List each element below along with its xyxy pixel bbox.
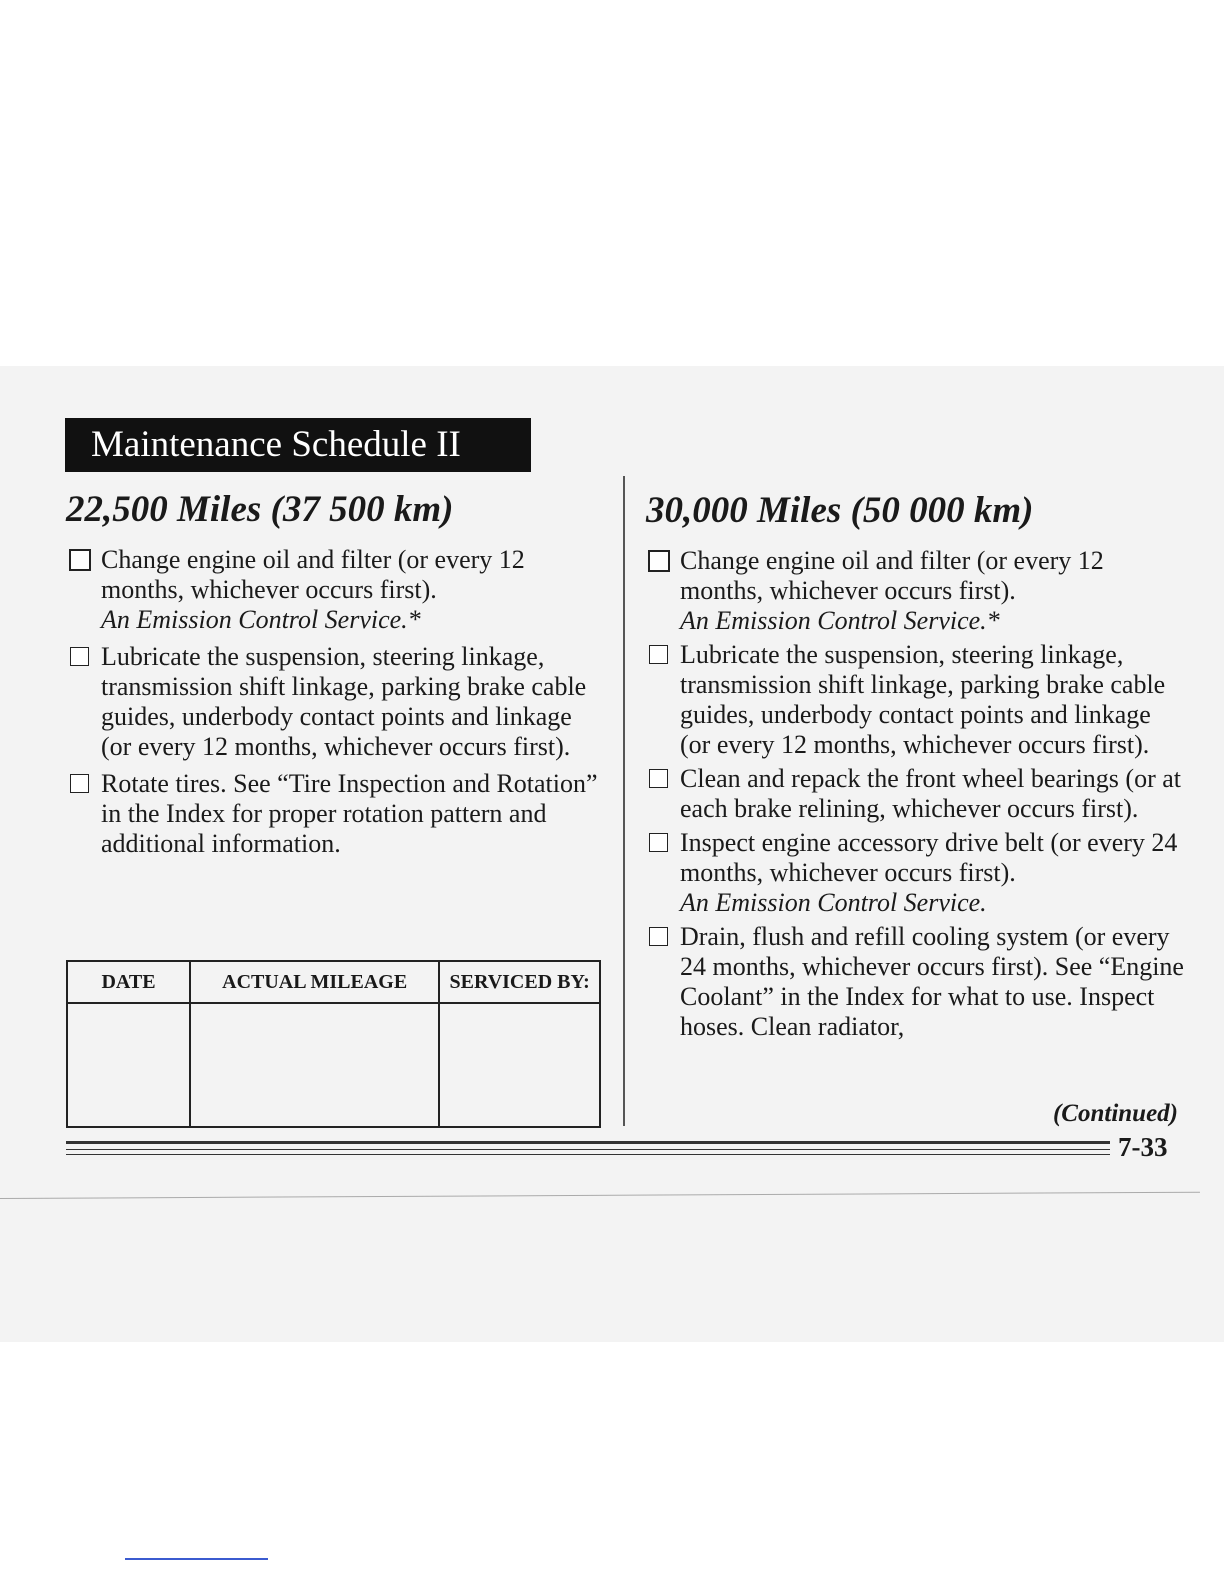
- item-note: An Emission Control Service.: [680, 888, 987, 917]
- underline-mark: [125, 1558, 268, 1560]
- item-text: Change engine oil and filter (or every 12 months, whichever occurs first).: [101, 545, 525, 604]
- item-text: Rotate tires. See “Tire Inspection and Rotation” in the Index for proper rotation pattern and additional information.: [101, 769, 598, 858]
- checkbox[interactable]: [649, 769, 668, 788]
- continued-label: (Continued): [1052, 1100, 1178, 1127]
- item-note: An Emission Control Service.*: [680, 606, 1000, 635]
- checkbox[interactable]: [70, 774, 89, 793]
- column-header-serviced-by: SERVICED BY:: [439, 961, 600, 1003]
- right-checklist: [645, 546, 1185, 1046]
- list-item: [645, 764, 1185, 824]
- list-item: [66, 769, 606, 859]
- item-text: Clean and repack the front wheel bearings (or at each brake relining, whichever occurs first).: [680, 764, 1182, 823]
- checkbox[interactable]: [649, 927, 668, 946]
- item-note: An Emission Control Service.*: [101, 605, 421, 634]
- left-checklist: [66, 545, 606, 866]
- left-section-title: 22,500 Miles (37 500 km): [66, 489, 454, 530]
- list-item: [645, 546, 1185, 636]
- list-item: [66, 545, 606, 635]
- checkbox[interactable]: [649, 833, 668, 852]
- footer-rule: [66, 1149, 1110, 1150]
- service-log-table: [66, 960, 601, 1128]
- list-item: [66, 642, 606, 762]
- checkbox[interactable]: [648, 550, 670, 572]
- list-item: [645, 640, 1185, 760]
- item-text: Lubricate the suspension, steering linkage, transmission shift linkage, parking brake cable guides, underbody contact points and linkage (or every 12 months, whichever occurs first).: [101, 642, 587, 761]
- checkbox[interactable]: [69, 549, 91, 571]
- table-row: [67, 1003, 600, 1127]
- list-item: [645, 828, 1185, 918]
- page-title: Maintenance Schedule II: [91, 424, 461, 465]
- checkbox[interactable]: [70, 647, 89, 666]
- item-text: Inspect engine accessory drive belt (or every 24 months, whichever occurs first).: [680, 828, 1178, 887]
- column-header-date: DATE: [67, 961, 190, 1003]
- footer-rule: [66, 1154, 1110, 1155]
- mileage-cell[interactable]: [190, 1003, 439, 1127]
- item-text: Lubricate the suspension, steering linkage, transmission shift linkage, parking brake cable guides, underbody contact points and linkage (or every 12 months, whichever occurs first).: [680, 640, 1166, 759]
- column-header-mileage: ACTUAL MILEAGE: [190, 961, 439, 1003]
- footer-rule: [66, 1141, 1110, 1144]
- right-section-title: 30,000 Miles (50 000 km): [646, 490, 1034, 531]
- serviced-by-cell[interactable]: [439, 1003, 600, 1127]
- list-item: [645, 922, 1185, 1042]
- section-header-box: [65, 418, 531, 472]
- checkbox[interactable]: [649, 645, 668, 664]
- column-divider: [623, 476, 625, 1126]
- item-text: Change engine oil and filter (or every 12 months, whichever occurs first).: [680, 546, 1104, 605]
- page-number: 7-33: [1118, 1132, 1168, 1162]
- item-text: Drain, flush and refill cooling system (or every 24 months, whichever occurs first). See “Engine Coolant” in the Index for what to use. Inspect hoses. Clean radiator,: [680, 922, 1184, 1041]
- date-cell[interactable]: [67, 1003, 190, 1127]
